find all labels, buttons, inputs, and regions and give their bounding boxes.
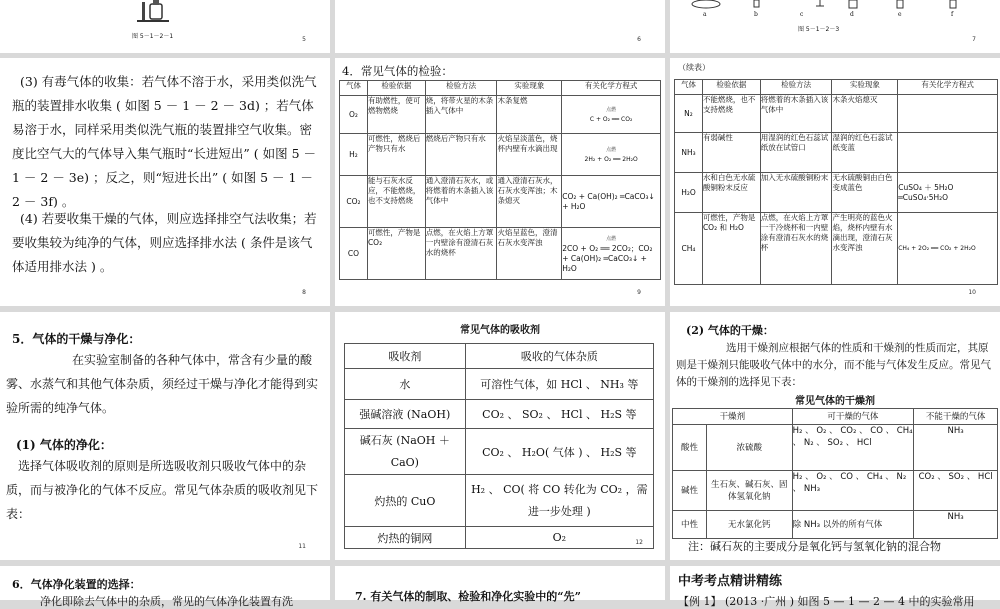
slide-9	[335, 58, 665, 306]
header-cell: 不能干燥的气体	[914, 409, 998, 425]
figure-label-e: e	[898, 11, 902, 18]
slide-7	[670, 0, 1000, 53]
header-cell: 气体	[675, 80, 703, 95]
absorbent-table	[344, 343, 654, 549]
example-text: 【例 1】 (2013 ·广州 ) 如图 5 — 1 — 2 — 4 中的实验常用	[678, 595, 975, 608]
table-row: 灼热的 CuO H₂ 、 CO( 将 CO 转化为 CO₂ ，需进一步处理 )	[345, 475, 654, 527]
table-row: 强碱溶液 (NaOH) CO₂ 、 SO₂ 、 HCl 、 H₂S 等	[345, 400, 654, 429]
table-row: H₂ 可燃性，燃烧后产物只有水 燃烧后产物只有水 火焰呈淡蓝色，烧杯内壁有水滴出现 点燃 2H₂ + O₂ ══ 2H₂O	[340, 134, 661, 176]
section-title: 5．气体的干燥与净化：	[12, 332, 141, 346]
gas-test-table	[339, 80, 661, 280]
table-row: CO₂ 能与石灰水反应，不能燃烧，也不支持燃烧 通入澄清石灰水，或将燃着的木条插入该气体中 通入澄清石灰水，石灰水变浑浊；木条熄灭 CO₂ + Ca(OH)₂ ═CaCO₃↓ + H₂O	[340, 176, 661, 228]
table-title: 常见气体的干燥剂	[795, 396, 875, 407]
header-cell: 检验依据	[702, 80, 760, 95]
page-number: 5	[302, 36, 306, 43]
footnote: 注：碱石灰的主要成分是氧化钙与氢氧化钠的混合物	[688, 540, 941, 553]
table-row: H₂O 水和白色无水硫酸铜粉末反应 加入无水硫酸铜粉末 无水硫酸铜由白色变成蓝色 CuSO₄ ＋ 5H₂O ═CuSO₄·5H₂O	[675, 173, 998, 213]
table-row: CO 可燃性，产物是 CO₂ 点燃，在火焰上方罩一内壁涂有澄清石灰水的烧杯 火焰呈蓝色，澄清石灰水变浑浊 点燃 2CO + O₂ ══ 2CO₂；CO₂ + Ca(OH)₂ ═CaCO₃↓ + H₂O	[340, 228, 661, 280]
drying-principle: 选用干燥剂应根据气体的性质和干燥剂的性质而定，其原则是干燥剂只能吸收气体中的水分，而不能与气体发生反应。常见气体的干燥剂的选择见下表：	[676, 342, 991, 388]
slide-15	[335, 566, 665, 603]
table-row: N₂ 不能燃烧，也不支持燃烧 将燃着的木条插入该气体中 木条火焰熄灭	[675, 95, 998, 133]
header-cell: 有关化学方程式	[898, 80, 998, 95]
header-cell: 检验依据	[367, 81, 425, 96]
table-row: 灼热的铜网 O₂	[345, 527, 654, 549]
subsection-title: (2) 气体的干燥：	[686, 324, 774, 337]
gas-collection-paragraph-4: (4) 若要收集干燥的气体，则应选择排空气法收集；若要收集较为纯净的气体，则应选择排水法 ( 条件是该气体适用排水法 ) 。	[12, 211, 317, 274]
table-row: NH₃ 有弱碱性 用湿润的红色石蕊试纸放在试管口 湿润的红色石蕊试纸变蓝	[675, 133, 998, 173]
header-cell: 吸收剂	[345, 344, 466, 369]
desiccant-table	[672, 408, 998, 539]
table-row: 碱性 生石灰、碱石灰、固体氢氧化钠 H₂ 、 O₂ 、 CO 、 CH₄ 、 N₂ 、 NH₃ CO₂ 、 SO₂ 、 HCl	[673, 471, 998, 511]
header-cell: 气体	[340, 81, 368, 96]
continued-label: （续表）	[678, 63, 710, 72]
page-number: 7	[972, 36, 976, 43]
subsection-title: (1) 气体的净化：	[16, 438, 112, 452]
slide-13	[670, 312, 1000, 560]
page-number: 10	[968, 289, 976, 296]
slide-5	[0, 0, 330, 53]
figure-label-c: c	[800, 11, 804, 18]
header-cell: 实验现象	[497, 81, 562, 96]
header-cell: 吸收的气体杂质	[465, 344, 653, 369]
slide-10	[670, 58, 1000, 306]
table-row: 中性 无水氯化钙 除 NH₃ 以外的所有气体 NH₃	[673, 511, 998, 539]
page-number: 8	[302, 289, 306, 296]
slide-8	[0, 58, 330, 306]
gas-test-table-continued	[674, 79, 998, 285]
table-row: 酸性 浓硫酸 H₂ 、 O₂ 、 CO₂ 、 CO 、 CH₄ 、 N₂ 、 SO₂ 、 HCl NH₃	[673, 425, 998, 471]
table-row: CH₄ 可燃性，产物是 CO₂ 和 H₂O 点燃，在火焰上方罩一干冷烧杯和一内壁涂有澄清石灰水的烧杯 产生明亮的蓝色火焰，烧杯内壁有水滴出现，澄清石灰水变浑浊 CH₄ + 2O₂ ══ CO₂ + 2H₂O	[675, 213, 998, 285]
header-cell: 干燥剂	[673, 409, 793, 425]
purification-intro: 在实验室制备的各种气体中，常含有少量的酸雾、水蒸气和其他气体杂质，须经过干燥与净化才能得到实验所需的纯净气体。	[6, 353, 319, 415]
header-cell: 检验方法	[425, 81, 497, 96]
header-cell: 检验方法	[760, 80, 832, 95]
slide-16	[670, 566, 1000, 608]
gas-apparatus-figure	[136, 0, 170, 22]
section-title: 4．常见气体的检验：	[342, 64, 453, 78]
figure-caption: 图 5－1－2－1	[132, 33, 174, 40]
table-row: 水 可溶性气体，如 HCl 、 NH₃ 等	[345, 369, 654, 400]
slide-6	[335, 0, 665, 53]
table-row: 碱石灰 (NaOH ＋ CaO) CO₂ 、 H₂O( 气体 ) 、 H₂S 等	[345, 429, 654, 475]
section-title: 6．气体净化装置的选择：	[12, 578, 141, 591]
page-number: 6	[637, 36, 641, 43]
figure-label-a: a	[703, 11, 707, 18]
gas-collection-paragraph-3: (3) 有毒气体的收集：若气体不溶于水，采用类似洗气瓶的装置排水收集 ( 如图 5 － 1 － 2 － 3d) ；若气体易溶于水，同样采用类似洗气瓶的装置排空气收集。密度比空气大的气体导入集气瓶时“长进短出” ( 如图 5 － 1 － 2 － 3e) ；反之，则“短进长出” ( 如图 5 － 1 － 2 － 3f) 。	[12, 74, 317, 209]
table-row: O₂ 有助燃性，使可燃物燃烧 烧，将带火星的木条插入气体中 木条复燃 点燃 C + O₂ ══ CO₂	[340, 96, 661, 134]
header-cell: 可干燥的气体	[792, 409, 914, 425]
section-title: 7. 有关气体的制取、检验和净化实验中的“先”	[355, 590, 581, 603]
figure-label-d: d	[850, 11, 854, 18]
figure-label-b: b	[754, 11, 758, 18]
figure-label-f: f	[951, 11, 954, 18]
slide-14	[0, 566, 330, 608]
absorbent-principle: 选择气体吸收剂的原则是所选吸收剂只吸收气体中的杂质，而与被净化的气体不反应。常见气体杂质的吸收剂见下表：	[6, 459, 319, 521]
page-number: 9	[637, 289, 641, 296]
slide-11	[0, 312, 330, 560]
page-number: 12	[635, 539, 643, 546]
section-text: 净化即除去气体中的杂质，常见的气体净化装置有洗	[40, 595, 293, 608]
header-cell: 实验现象	[832, 80, 898, 95]
page-number: 11	[298, 543, 306, 550]
slide-12	[335, 312, 665, 560]
header-cell: 有关化学方程式	[562, 81, 661, 96]
section-title: 中考考点精讲精练	[678, 574, 783, 589]
figure-caption: 图 5－1－2－3	[798, 26, 840, 33]
table-title: 常见气体的吸收剂	[460, 325, 540, 336]
